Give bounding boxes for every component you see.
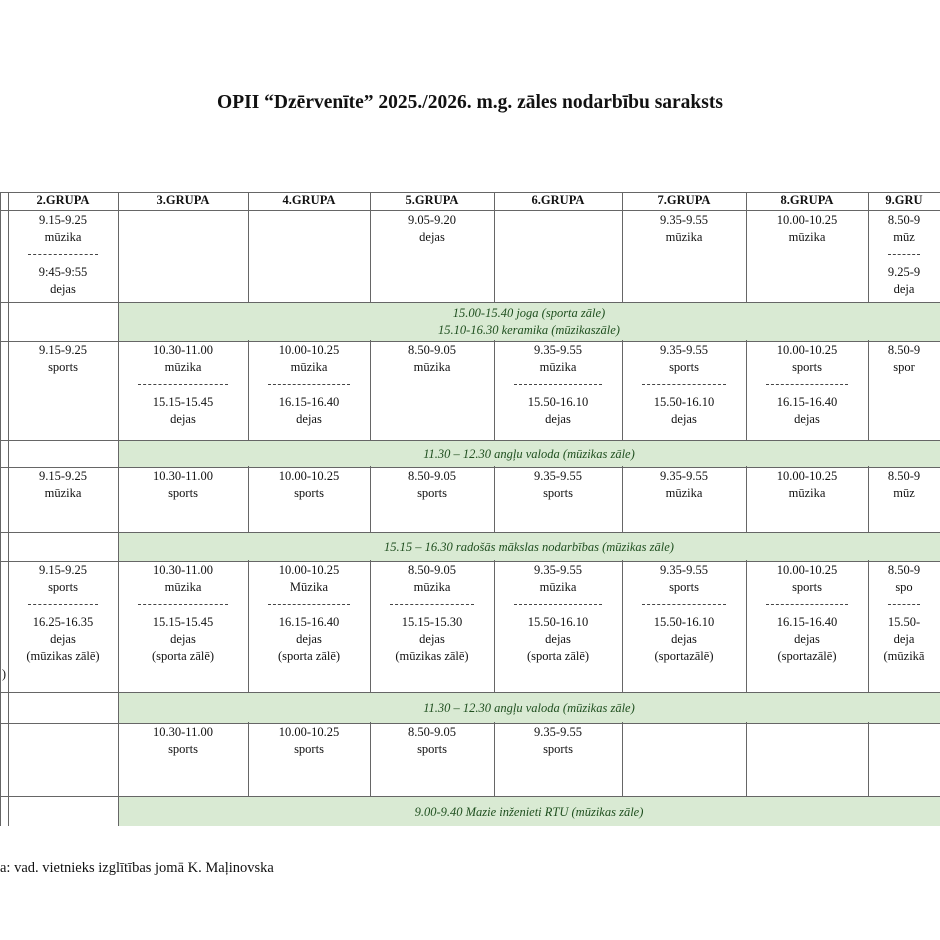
grid-line — [8, 693, 9, 723]
cell-text-top: mūzika — [413, 360, 451, 374]
schedule-cell — [746, 340, 868, 440]
cell-text-bottom: dejas — [794, 632, 820, 646]
group-header: 6.GRUPA — [531, 193, 585, 207]
cell-text-bottom: (sporta zālē) — [151, 649, 215, 663]
schedule-cell — [370, 722, 494, 796]
cell-text-top: 10.00-10.25 — [278, 343, 340, 357]
cell-text-top: sports — [168, 486, 198, 500]
cell-divider — [390, 604, 474, 605]
schedule-cell — [8, 466, 118, 532]
group-header: 9.GRU — [885, 193, 923, 207]
schedule-cell — [118, 340, 248, 440]
cell-text-bottom: 16.25-16.35 — [32, 615, 94, 629]
schedule-cell — [494, 340, 622, 440]
cell-text-top: 8.50-9.05 — [408, 343, 456, 357]
schedule-cell — [370, 210, 494, 302]
cell-text-top: mūzika — [44, 486, 82, 500]
group-header: 4.GRUPA — [282, 193, 336, 207]
cell-text-bottom: 15.50- — [887, 615, 921, 629]
schedule-cell — [622, 340, 746, 440]
cell-text-top: mūzika — [665, 230, 703, 244]
cell-text-top: 9.35-9.55 — [534, 469, 582, 483]
cell-text-top: mūzika — [539, 360, 577, 374]
cell-divider — [268, 604, 350, 605]
cell-text-top: 9.35-9.55 — [534, 725, 582, 739]
cell-text-top: mūzika — [44, 230, 82, 244]
cell-text-top: mūz — [893, 486, 915, 500]
schedule-cell — [746, 210, 868, 302]
schedule-cell — [248, 722, 370, 796]
schedule-cell — [370, 560, 494, 692]
cell-text-bottom: 15.50-16.10 — [527, 615, 589, 629]
schedule-cell — [622, 722, 746, 796]
cell-text-bottom: dejas — [794, 412, 820, 426]
cell-text-bottom: dejas — [545, 632, 571, 646]
schedule-cell — [8, 210, 118, 302]
cell-text-bottom: 16.15-16.40 — [776, 615, 838, 629]
cell-text-bottom: 16.15-16.40 — [776, 395, 838, 409]
grid-line — [0, 466, 1, 532]
cell-text-top: 10.00-10.25 — [776, 469, 838, 483]
cell-text-top: 10.30-11.00 — [153, 469, 213, 483]
cell-divider — [888, 254, 920, 255]
schedule-cell — [746, 466, 868, 532]
cell-text-top: mūzika — [164, 360, 202, 374]
cell-text-top: 8.50-9 — [887, 469, 921, 483]
group-header: 5.GRUPA — [405, 193, 459, 207]
cell-text-top: mūzika — [665, 486, 703, 500]
cell-text-bottom: (mūzikas zālē) — [26, 649, 100, 663]
cell-divider — [138, 384, 228, 385]
cell-text-bottom: 15.15-15.45 — [152, 395, 214, 409]
cell-text-top: spo — [895, 580, 913, 594]
cell-text-bottom: dejas — [50, 282, 76, 296]
cell-text-top: 10.00-10.25 — [776, 563, 838, 577]
cell-text-top: 8.50-9.05 — [408, 725, 456, 739]
group-header: 8.GRUPA — [780, 193, 834, 207]
cell-divider — [28, 604, 98, 605]
cell-text-bottom: 9.25-9 — [887, 265, 921, 279]
cell-text-top: sports — [669, 360, 699, 374]
schedule-cell — [622, 210, 746, 302]
cell-divider — [888, 604, 920, 605]
schedule-cell — [118, 210, 248, 302]
grid-line — [0, 192, 1, 302]
group-header: 3.GRUPA — [156, 193, 210, 207]
cell-text-bottom: (mūzikā — [883, 649, 925, 663]
cell-text-bottom: 15.50-16.10 — [527, 395, 589, 409]
cell-text-bottom: dejas — [545, 412, 571, 426]
schedule-cell — [118, 722, 248, 796]
schedule-cell — [494, 210, 622, 302]
cell-text-bottom: dejas — [671, 632, 697, 646]
cell-text-top: sports — [543, 742, 573, 756]
cell-text-top: 9.35-9.55 — [660, 213, 708, 227]
cell-divider — [766, 384, 848, 385]
cell-text-bottom: dejas — [170, 632, 196, 646]
grid-line — [8, 303, 9, 341]
cell-text-bottom: 15.15-15.45 — [152, 615, 214, 629]
schedule-cell — [118, 466, 248, 532]
cell-text-top: 9.15-9.25 — [39, 563, 87, 577]
cell-text-top: mūzika — [413, 580, 451, 594]
cell-text-top: 8.50-9 — [887, 213, 921, 227]
cell-text-top: 9.35-9.55 — [534, 343, 582, 357]
cell-text-bottom: 15.50-16.10 — [653, 615, 715, 629]
grid-line — [8, 797, 9, 826]
cell-text-bottom: 15.15-15.30 — [401, 615, 463, 629]
schedule-cell — [868, 340, 940, 440]
grid-line — [0, 441, 1, 467]
cell-text-bottom: (sporta zālē) — [277, 649, 341, 663]
activity-band-text: 15.10-16.30 keramika (mūzikaszāle) — [438, 323, 620, 337]
schedule-cell — [248, 210, 370, 302]
cell-text-top: 10.30-11.00 — [153, 563, 213, 577]
cell-divider — [642, 604, 726, 605]
cell-divider — [514, 604, 602, 605]
cell-text-top: 9.35-9.55 — [660, 469, 708, 483]
cell-text-top: mūzika — [788, 230, 826, 244]
cell-text-top: 9.15-9.25 — [39, 343, 87, 357]
cell-text-top: sports — [294, 742, 324, 756]
schedule-cell — [370, 340, 494, 440]
cell-text-bottom: (sporta zālē) — [526, 649, 590, 663]
cell-text-top: 8.50-9 — [887, 343, 921, 357]
schedule-table — [0, 192, 940, 826]
activity-band-text: 9.00-9.40 Mazie inženieti RTU (mūzikas zāle) — [414, 804, 644, 819]
cell-text-bottom: dejas — [419, 632, 445, 646]
cell-text-top: mūz — [893, 230, 915, 244]
schedule-cell — [8, 560, 118, 692]
cell-text-top: mūzika — [164, 580, 202, 594]
cell-text-top: 10.00-10.25 — [278, 725, 340, 739]
cell-text-bottom: dejas — [671, 412, 697, 426]
group-header: 2.GRUPA — [36, 193, 90, 207]
cell-text-top: sports — [669, 580, 699, 594]
cell-text-bottom: dejas — [170, 412, 196, 426]
cell-text-bottom: (mūzikas zālē) — [395, 649, 469, 663]
cell-text-top: sports — [417, 486, 447, 500]
group-header: 7.GRUPA — [657, 193, 711, 207]
cell-text-bottom: deja — [893, 282, 915, 296]
cell-text-top: 8.50-9.05 — [408, 469, 456, 483]
schedule-cell — [248, 560, 370, 692]
cell-text-bottom: 9:45-9:55 — [38, 265, 88, 279]
cell-text-top: mūzika — [788, 486, 826, 500]
cell-text-top: sports — [294, 486, 324, 500]
cell-text-top: sports — [543, 486, 573, 500]
cell-text-top: sports — [792, 360, 822, 374]
cell-text-top: 8.50-9.05 — [408, 563, 456, 577]
cell-text-top: sports — [168, 742, 198, 756]
cell-text-bottom: dejas — [296, 632, 322, 646]
left-column-fragment: ) — [1, 667, 7, 681]
cell-text-bottom: deja — [893, 632, 915, 646]
schedule-cell — [868, 722, 940, 796]
cell-text-top: sports — [792, 580, 822, 594]
schedule-cell — [622, 560, 746, 692]
cell-text-top: sports — [48, 580, 78, 594]
cell-text-top: 10.00-10.25 — [278, 563, 340, 577]
cell-text-top: sports — [48, 360, 78, 374]
cell-text-top: 10.00-10.25 — [278, 469, 340, 483]
schedule-cell — [746, 560, 868, 692]
cell-divider — [138, 604, 228, 605]
activity-band-text: 15.15 – 16.30 radošās mākslas nodarbības (mūzikas zāle) — [384, 539, 674, 554]
footer-signature: a: vad. vietnieks izglītības jomā K. Maļinovska — [0, 860, 274, 876]
schedule-cell — [494, 560, 622, 692]
cell-text-top: 8.50-9 — [887, 563, 921, 577]
cell-text-bottom: dejas — [50, 632, 76, 646]
cell-text-bottom: (sportazālē) — [777, 649, 837, 663]
cell-text-bottom: 16.15-16.40 — [278, 395, 340, 409]
grid-line — [0, 797, 1, 826]
activity-band-text: 11.30 – 12.30 angļu valoda (mūzikas zāle) — [423, 700, 635, 715]
schedule-cell — [868, 560, 940, 692]
schedule-cell — [746, 722, 868, 796]
schedule-cell — [868, 210, 940, 302]
schedule-cell — [118, 560, 248, 692]
page-title: OPII “Dzērvenīte” 2025./2026. m.g. zāles nodarbību saraksts — [217, 92, 723, 113]
cell-divider — [268, 384, 350, 385]
cell-text-top: 10.30-11.00 — [153, 343, 213, 357]
activity-band-text: 15.00-15.40 joga (sporta zāle) — [452, 306, 606, 320]
cell-text-top: 9.35-9.55 — [660, 563, 708, 577]
grid-line — [8, 533, 9, 561]
cell-text-bottom: 16.15-16.40 — [278, 615, 340, 629]
cell-text-top: 9.05-9.20 — [408, 213, 456, 227]
grid-line — [0, 533, 1, 561]
grid-line — [0, 693, 1, 723]
cell-text-top: mūzika — [539, 580, 577, 594]
schedule-cell — [494, 466, 622, 532]
schedule-cell — [622, 466, 746, 532]
cell-divider — [766, 604, 848, 605]
cell-text-top: 9.15-9.25 — [39, 469, 87, 483]
cell-divider — [642, 384, 726, 385]
schedule-cell — [370, 466, 494, 532]
schedule-cell — [248, 340, 370, 440]
cell-text-top: 10.00-10.25 — [776, 343, 838, 357]
cell-text-top: Mūzika — [289, 580, 329, 594]
cell-text-top: 10.30-11.00 — [153, 725, 213, 739]
activity-band-text: 11.30 – 12.30 angļu valoda (mūzikas zāle) — [423, 446, 635, 461]
schedule-cell — [494, 722, 622, 796]
cell-text-top: spor — [893, 360, 915, 374]
cell-text-bottom: 15.50-16.10 — [653, 395, 715, 409]
schedule-cell — [8, 340, 118, 440]
grid-line — [0, 722, 1, 796]
cell-text-top: 9.35-9.55 — [534, 563, 582, 577]
cell-text-bottom: (sportazālē) — [654, 649, 714, 663]
cell-text-top: 9.15-9.25 — [39, 213, 87, 227]
cell-text-top: 9.35-9.55 — [660, 343, 708, 357]
schedule-cell — [8, 722, 118, 796]
schedule-cell — [868, 466, 940, 532]
cell-text-top: sports — [417, 742, 447, 756]
cell-text-top: mūzika — [290, 360, 328, 374]
cell-text-top: dejas — [419, 230, 445, 244]
cell-text-bottom: dejas — [296, 412, 322, 426]
cell-text-top: 10.00-10.25 — [776, 213, 838, 227]
grid-line — [0, 303, 1, 341]
schedule-cell — [248, 466, 370, 532]
cell-divider — [514, 384, 602, 385]
grid-line — [0, 340, 1, 440]
grid-line — [8, 441, 9, 467]
cell-divider — [28, 254, 98, 255]
